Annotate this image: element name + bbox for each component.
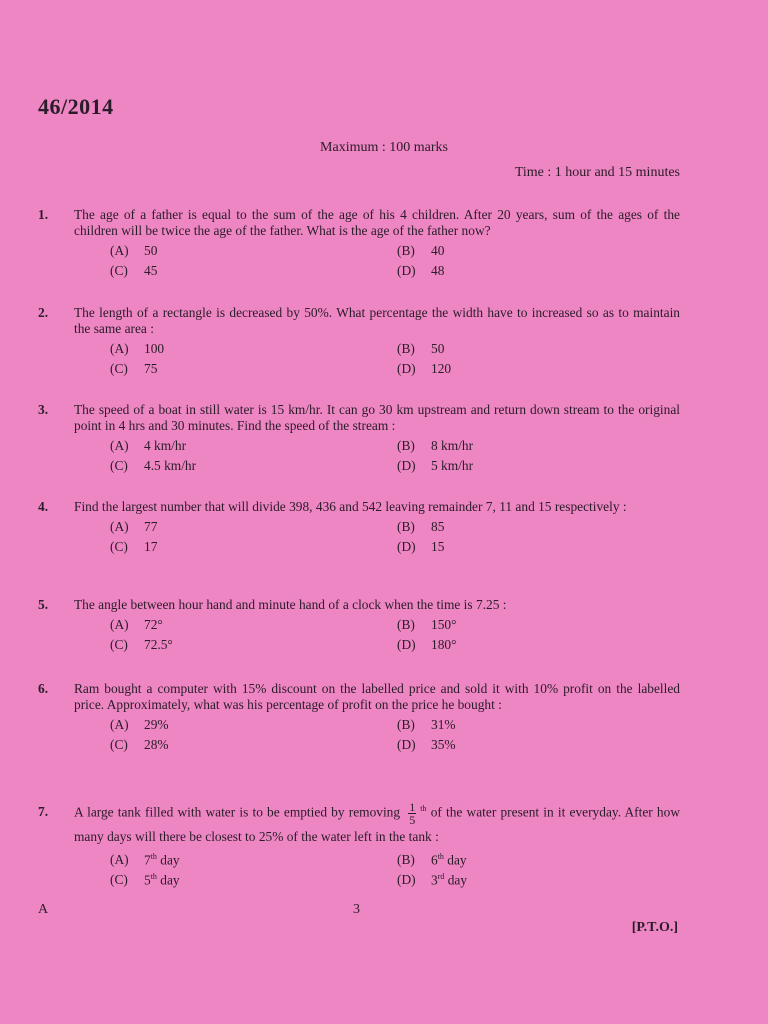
option-b: (B) 50 bbox=[397, 341, 445, 356]
option-c: (C) 4.5 km/hr bbox=[110, 458, 197, 473]
page-number: 3 bbox=[353, 902, 360, 917]
time-allowed: Time : 1 hour and 15 minutes bbox=[514, 165, 680, 180]
option-c: (C) 5th day bbox=[110, 871, 180, 888]
question-number: 6. bbox=[38, 681, 49, 696]
question-text: The angle between hour hand and minute hand of a clock when the time is 7.25 : bbox=[74, 597, 507, 612]
question-6 bbox=[38, 681, 680, 759]
options bbox=[110, 849, 680, 891]
question-text: The length of a rectangle is decreased by 50%. What percentage the width have to increased so as to maintain the same area : bbox=[74, 305, 680, 336]
option-a: (A) 7th day bbox=[110, 851, 180, 868]
question-2 bbox=[38, 305, 680, 383]
option-d: (D) 180° bbox=[397, 637, 457, 652]
option-b: (B) 150° bbox=[397, 617, 457, 632]
question-5 bbox=[38, 597, 680, 659]
option-a: (A) 29% bbox=[110, 717, 169, 732]
option-b: (B) 85 bbox=[397, 519, 445, 534]
pto-label: [P.T.O.] bbox=[631, 920, 678, 935]
option-b: (B) 6th day bbox=[397, 851, 467, 868]
option-d: (D) 35% bbox=[397, 737, 456, 752]
option-c: (C) 75 bbox=[110, 361, 158, 376]
question-number: 3. bbox=[38, 402, 49, 417]
option-a: (A) 50 bbox=[110, 243, 158, 258]
options bbox=[110, 617, 680, 659]
question-number: 7. bbox=[38, 804, 49, 819]
options bbox=[110, 717, 680, 759]
option-a: (A) 4 km/hr bbox=[110, 438, 187, 453]
options bbox=[110, 341, 680, 383]
option-a: (A) 72° bbox=[110, 617, 163, 632]
question-3 bbox=[38, 402, 680, 480]
question-text: Ram bought a computer with 15% discount on the labelled price and sold it with 10% profit on the labelled price. Approximately, what was his percentage of profit on the price he bought : bbox=[74, 681, 680, 712]
question-text: A large tank filled with water is to be emptied by removing $\frac{1}{5}$ $^{th}$ of the water present in it everyday. After how many days will there be closest to 25% of the water left in the tank : bbox=[74, 799, 680, 844]
option-d: (D) 48 bbox=[397, 263, 445, 278]
question-number: 2. bbox=[38, 305, 49, 320]
option-b: (B) 8 km/hr bbox=[397, 438, 474, 453]
option-d: (D) 120 bbox=[397, 361, 452, 376]
options bbox=[110, 438, 680, 480]
question-1 bbox=[38, 207, 680, 285]
option-c: (C) 28% bbox=[110, 737, 169, 752]
option-c: (C) 72.5° bbox=[110, 637, 173, 652]
question-4 bbox=[38, 499, 680, 561]
option-c: (C) 17 bbox=[110, 539, 158, 554]
question-text: Find the largest number that will divide 398, 436 and 542 leaving remainder 7, 11 and 15 respectively : bbox=[74, 499, 627, 514]
options bbox=[110, 519, 680, 561]
options bbox=[110, 243, 680, 285]
option-a: (A) 100 bbox=[110, 341, 165, 356]
option-a: (A) 77 bbox=[110, 519, 158, 534]
option-d: (D) 3rd day bbox=[397, 871, 468, 888]
question-text: The age of a father is equal to the sum of the age of his 4 children. After 20 years, sum of the ages of the children will be twice the age of the father. What is the age of the father now? bbox=[74, 207, 680, 238]
series-code: A bbox=[38, 902, 49, 917]
question-7 bbox=[38, 798, 680, 891]
option-b: (B) 31% bbox=[397, 717, 456, 732]
option-c: (C) 45 bbox=[110, 263, 158, 278]
question-text: The speed of a boat in still water is 15 km/hr. It can go 30 km upstream and return down stream to the original point in 4 hrs and 30 minutes. Find the speed of the stream : bbox=[74, 402, 680, 433]
option-d: (D) 5 km/hr bbox=[397, 458, 474, 473]
option-b: (B) 40 bbox=[397, 243, 445, 258]
option-d: (D) 15 bbox=[397, 539, 445, 554]
fraction: $\frac{1}{5}$ bbox=[409, 799, 416, 827]
question-number: 4. bbox=[38, 499, 49, 514]
max-marks: Maximum : 100 marks bbox=[320, 140, 448, 155]
question-number: 1. bbox=[38, 207, 49, 222]
question-number: 5. bbox=[38, 597, 49, 612]
paper-code: 46/2014 bbox=[38, 94, 114, 119]
